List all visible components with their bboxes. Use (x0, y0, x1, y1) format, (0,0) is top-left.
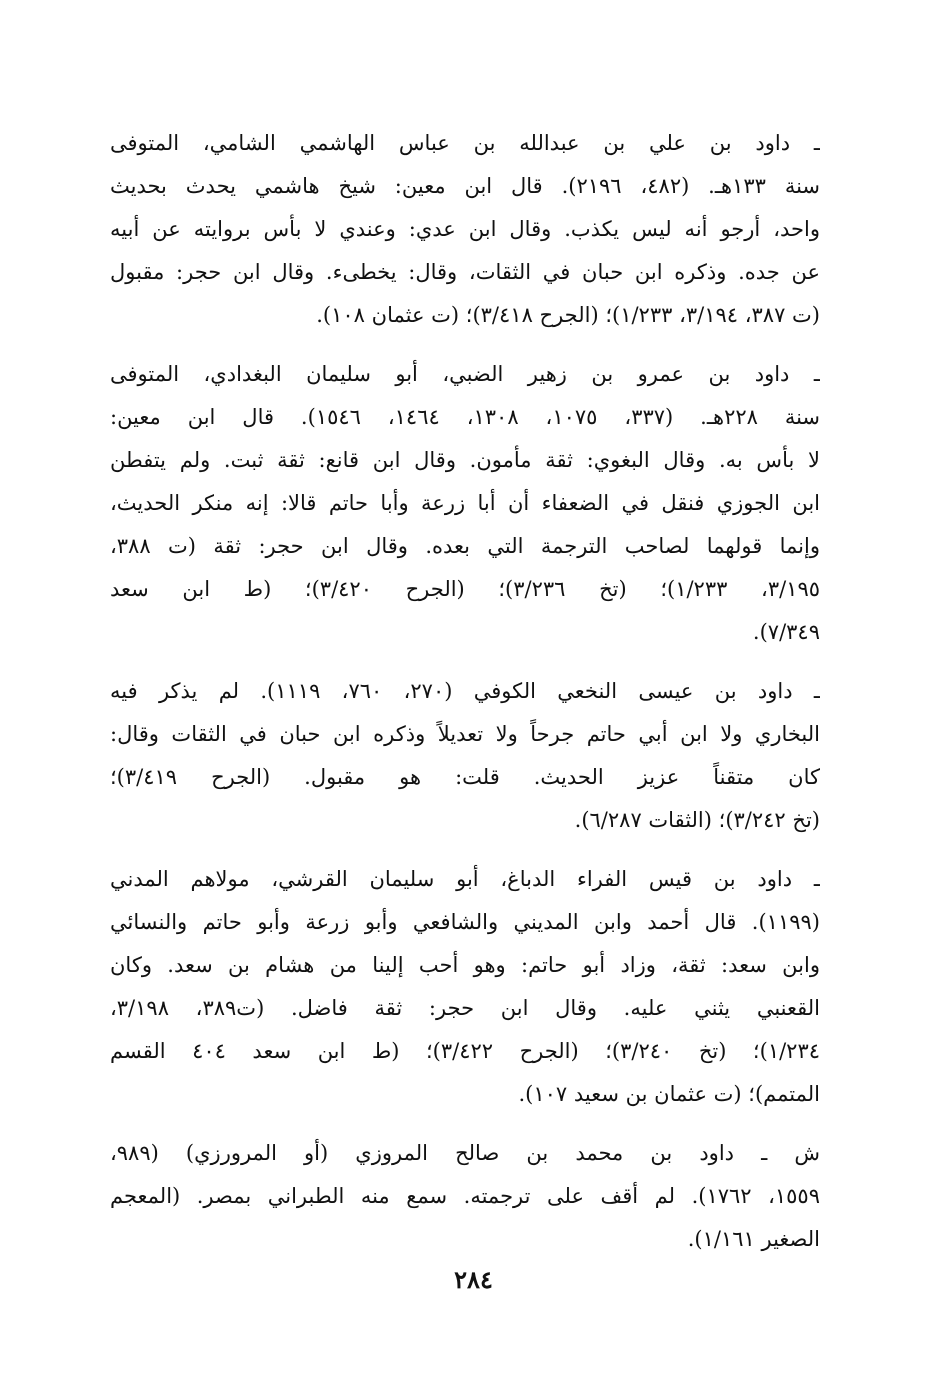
entry-line: (ت ٣٨٧، ٣/١٩٤، ١/٢٣٣)؛ (الجرح ٣/٤١٨)؛ (ت عثمان ١٠٨). (316, 303, 820, 327)
entry-line: ـ داود بن عيسى النخعي الكوفي (٢٧٠، ٧٦٠، ١١١٩). لم يذكر فيه (110, 679, 820, 703)
entry-line: القعنبي يثني عليه. وقال ابن حجر: ثقة فاضل. (ت٣٨٩، ٣/١٩٨، (110, 996, 820, 1020)
entry-line: المتمم)؛ (ت عثمان بن سعيد ١٠٧). (518, 1082, 820, 1106)
entry-dawud-ibn-ali (110, 122, 820, 337)
entry-line: وإنما قولهما لصاحب الترجمة التي بعده. وقال ابن حجر: ثقة (ت ٣٨٨، (110, 534, 820, 558)
entry-line: عن جده. وذكره ابن حبان في الثقات، وقال: يخطىء. وقال ابن حجر: مقبول (110, 260, 820, 284)
entry-line: سنة ٢٢٨هـ. (٣٣٧، ١٠٧٥، ١٣٠٨، ١٤٦٤، ١٥٤٦). قال ابن معين: (110, 405, 820, 429)
entry-line: ابن الجوزي فنقل في الضعفاء أن أبا زرعة وأبا حاتم قالا: إنه منكر الحديث، (110, 491, 820, 515)
entry-dawud-ibn-isa (110, 670, 820, 842)
entry-line: ش ـ داود بن محمد بن صالح المروزي (أو المرورزي) (٩٨٩، (110, 1141, 820, 1165)
page-body (110, 122, 820, 1277)
entry-line: ٧/٣٤٩). (752, 620, 820, 644)
entry-line: ١٥٥٩، ١٧٦٢). لم أقف على ترجمته. سمع منه الطبراني بمصر. (المعجم (110, 1184, 820, 1208)
entry-dawud-ibn-muhammad (110, 1132, 820, 1261)
entry-dawud-ibn-qays (110, 858, 820, 1116)
page-number: ٢٨٤ (454, 1265, 493, 1294)
entry-line: سنة ١٣٣هـ. (٤٨٢، ٢١٩٦). قال ابن معين: شيخ هاشمي يحدث بحديث (110, 174, 820, 198)
entry-line: (تخ ٣/٢٤٢)؛ (الثقات ٦/٢٨٧). (574, 808, 820, 832)
entry-line: ـ داود بن علي بن عبدالله بن عباس الهاشمي الشامي، المتوفى (110, 131, 820, 155)
entry-line: ـ داود بن قيس الفراء الدباغ، أبو سليمان القرشي، مولاهم المدني (110, 867, 820, 891)
entry-line: واحد، أرجو أنه ليس يكذب. وقال ابن عدي: وعندي لا بأس بروايته عن أبيه (110, 217, 820, 241)
entry-line: ـ داود بن عمرو بن زهير الضبي، أبو سليمان البغدادي، المتوفى (110, 362, 820, 386)
entry-line: (١١٩٩). قال أحمد وابن المديني والشافعي وأبو زرعة وأبو حاتم والنسائي (110, 910, 820, 934)
entry-dawud-ibn-amr (110, 353, 820, 654)
entry-line: ٣/١٩٥، ١/٢٣٣)؛ (تخ ٣/٢٣٦)؛ (الجرح ٣/٤٢٠)؛ (ط ابن سعد (110, 577, 820, 601)
entry-line: ١/٢٣٤)؛ (تخ ٣/٢٤٠)؛ (الجرح ٣/٤٢٢)؛ (ط ابن سعد ٤٠٤ القسم (110, 1039, 820, 1063)
entry-line: وابن سعد: ثقة، وزاد أبو حاتم: وهو أحب إلينا من هشام بن سعد. وكان (110, 953, 820, 977)
entry-line: الصغير ١/١٦١). (687, 1227, 820, 1251)
entry-line: لا بأس به. وقال البغوي: ثقة مأمون. وقال ابن قانع: ثقة ثبت. ولم يتفطن (110, 448, 820, 472)
entry-line: كان متقناً عزيز الحديث. قلت: هو مقبول. (الجرح ٣/٤١٩)؛ (110, 765, 820, 789)
entry-line: البخاري ولا ابن أبي حاتم جرحاً ولا تعديلاً وذكره ابن حبان في الثقات وقال: (110, 722, 820, 746)
